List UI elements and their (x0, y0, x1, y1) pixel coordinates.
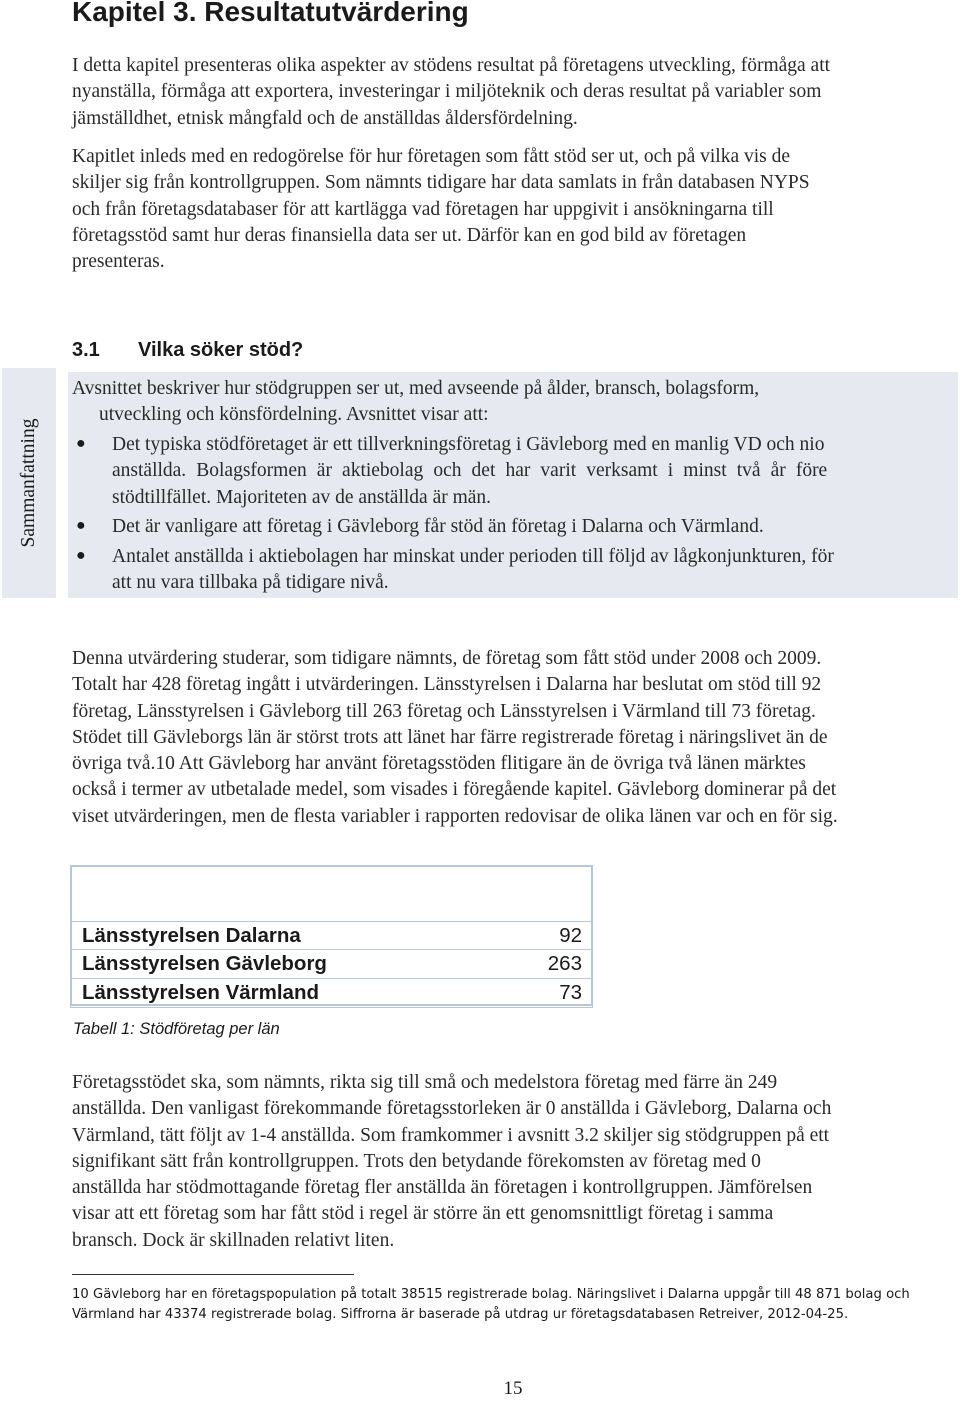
summary-bullet (112, 432, 958, 511)
summary-bullet (112, 514, 958, 540)
text-line: I detta kapitel presenteras olika aspekter av stödens resultat på företagens utveckling, förmåga att (72, 55, 831, 76)
text-line: Totalt har 428 företag ingått i utvärderingen. Länsstyrelsen i Dalarna har beslutat om stöd till 92 (72, 674, 822, 696)
text-line: utveckling och könsfördelning. Avsnittet visar att: (99, 404, 489, 426)
text-line: skiljer sig från kontrollgruppen. Som nämnts tidigare har data samlats in från databasen NYPS (72, 172, 810, 194)
footnote-line: Värmland har 43374 registrerade bolag. Siffrorna är baserade på utdrag ur företagsdatabasen Retreiver, 2012-04-25. (72, 1307, 849, 1322)
text-line: Antalet anställda i aktiebolagen har minskat under perioden till följd av lågkonjunkturen, för (112, 546, 834, 567)
body-paragraph-1 (72, 646, 942, 830)
text-line: anställda. Bolagsformen är aktiebolag och det har varit verksamt i minst två år före (112, 460, 828, 482)
text-line: Stödet till Gävleborgs län är störst trots att länet har färre registrerade företag i näringslivet än de (72, 726, 828, 748)
support-table (70, 921, 593, 1008)
text-line: visar att ett företag som har fått stöd i regel är större än ett genomsnittligt företag i samma (72, 1203, 774, 1225)
table-row (70, 950, 593, 979)
text-line: och från företagsdatabaser för att kartlägga vad företagen har uppgivit i ansökningarna till (72, 198, 774, 220)
text-line: nyanställa, förmåga att exportera, investeringar i miljöteknik och deras resultat på variabler som (72, 81, 822, 103)
section-number: 3.1 (72, 339, 100, 361)
table-cell-name: Länsstyrelsen Gävleborg (82, 952, 327, 975)
footnote (72, 1285, 960, 1325)
table-row (70, 979, 593, 1008)
text-line: jämställdhet, etnisk mångfald och de anställdas åldersfördelning. (72, 107, 578, 129)
text-line: Företagsstödet ska, som nämnts, rikta sig till små och medelstora företag med färre än 249 (72, 1072, 778, 1093)
footnote-separator (72, 1274, 354, 1275)
chapter-title: Kapitel 3. Resultatutvärdering (72, 0, 469, 27)
text-line: anställda. Den vanligast förekommande företagsstorleken är 0 anställda i Gävleborg, Dalarna och (72, 1098, 832, 1120)
table-cell-value: 73 (559, 981, 582, 1004)
page-number: 15 (503, 1378, 523, 1399)
table-cell-name: Länsstyrelsen Värmland (82, 981, 319, 1004)
table-cell-value: 92 (559, 924, 582, 947)
section-title: Vilka söker stöd? (138, 339, 304, 361)
text-line: Kapitlet inleds med en redogörelse för hur företagen som fått stöd ser ut, och på vilka vis de (72, 146, 791, 167)
summary-side-tab (2, 368, 56, 598)
intro-paragraph-1 (72, 53, 942, 132)
bullet-dot: ● (76, 435, 86, 452)
text-line: Det typiska stödföretaget är ett tillverkningsföretag i Gävleborg med en manlig VD och nio (112, 434, 825, 455)
summary-bullet (112, 544, 958, 597)
text-line: anställda har stödmottagande företag fler anställda än företagen i kontrollgruppen. Jämförelsen (72, 1177, 813, 1199)
section-heading (72, 336, 303, 364)
table-caption: Tabell 1: Stödföretag per län (73, 1020, 280, 1038)
text-line: signifikant sätt från kontrollgruppen. Trots den betydande förekomsten av företag med 0 (72, 1150, 761, 1172)
text-line: Avsnittet beskriver hur stödgruppen ser ut, med avseende på ålder, bransch, bolagsform, (72, 378, 760, 399)
text-line: övriga två.10 Att Gävleborg har använt företagsstöden flitigare än de övriga två länen märktes (72, 753, 806, 775)
footnote-line: 10 Gävleborg har en företagspopulation på totalt 38515 registrerade bolag. Näringslivet i Dalarna uppgår till 48 871 bolag och (72, 1287, 910, 1302)
summary-side-label: Sammanfattning (18, 418, 39, 548)
table-cell-name: Länsstyrelsen Dalarna (82, 924, 301, 947)
bullet-dot: ● (76, 547, 86, 564)
table-cell-value: 263 (547, 952, 582, 975)
text-line: också i termer av utbetalade medel, som visades i föregående kapitel. Gävleborg dominerar på det (72, 779, 837, 801)
text-line: Värmland, tätt följt av 1-4 anställda. Som framkommer i avsnitt 3.2 skiljer sig stödgruppen på ett (72, 1124, 830, 1146)
text-line: att nu vara tillbaka på tidigare nivå. (112, 572, 389, 594)
table-row (70, 921, 593, 950)
text-line: Denna utvärdering studerar, som tidigare nämnts, de företag som fått stöd under 2008 och 2009. (72, 648, 822, 669)
text-line: företagsstöd samt hur deras finansiella data ser ut. Därför kan en god bild av företagen (72, 224, 747, 246)
bullet-dot: ● (76, 517, 86, 534)
text-line: viset utvärderingen, men de flesta variabler i rapporten redovisar de olika länen var och en för sig. (72, 805, 838, 827)
body-paragraph-2 (72, 1070, 942, 1254)
text-line: bransch. Dock är skillnaden relativt liten. (72, 1229, 395, 1251)
text-line: stödtillfället. Majoriteten av de anställda är män. (112, 486, 492, 508)
summary-intro (72, 376, 942, 429)
text-line: presenteras. (72, 251, 165, 273)
intro-paragraph-2 (72, 144, 942, 275)
text-line: Det är vanligare att företag i Gävleborg får stöd än företag i Dalarna och Värmland. (112, 516, 764, 537)
text-line: företag, Länsstyrelsen i Gävleborg till 263 företag och Länsstyrelsen i Värmland till 73 företag. (72, 700, 816, 722)
